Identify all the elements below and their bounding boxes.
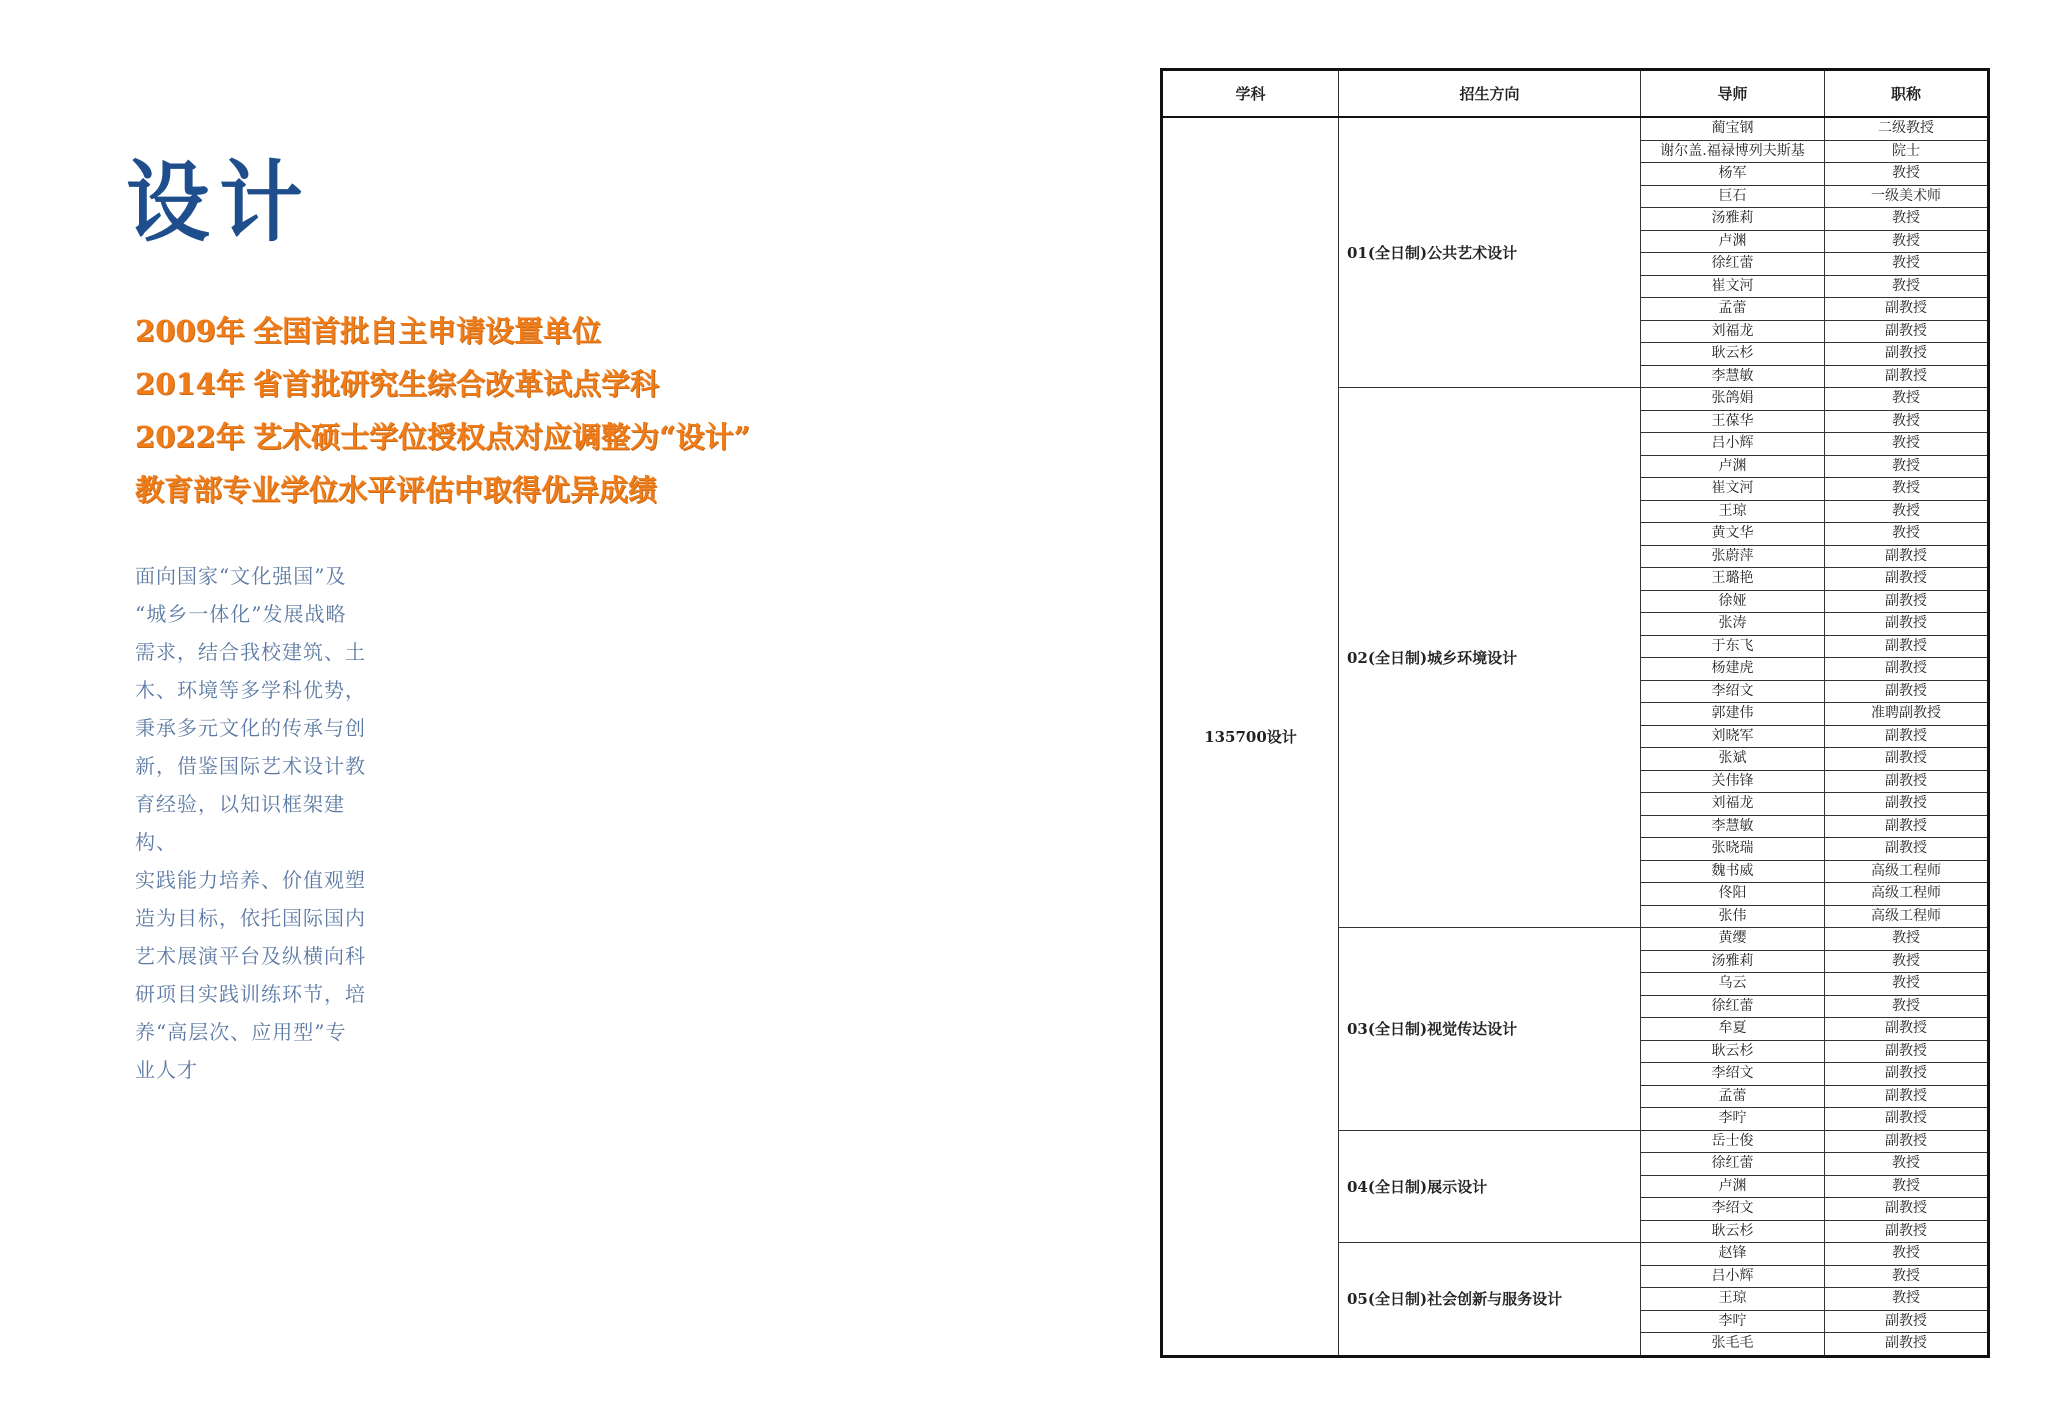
mentor-title-cell: 教授 [1825, 1265, 1989, 1288]
page-title: 设计 [126, 150, 313, 254]
milestone-year: 2014年 [135, 367, 245, 401]
header-title: 职称 [1825, 70, 1989, 118]
mentor-title-cell: 高级工程师 [1825, 883, 1989, 906]
mentor-name-cell: 吕小辉 [1641, 1265, 1825, 1288]
mentor-title-cell: 副教授 [1825, 838, 1989, 861]
mentor-title-cell: 副教授 [1825, 613, 1989, 636]
mentor-name-cell: 谢尔盖.福禄博列夫斯基 [1641, 140, 1825, 163]
mentor-title-cell: 教授 [1825, 163, 1989, 186]
mentor-name-cell: 徐娅 [1641, 590, 1825, 613]
mentor-title-cell: 教授 [1825, 1153, 1989, 1176]
table-header-row [1162, 70, 1989, 118]
mentor-name-cell: 李慧敏 [1641, 365, 1825, 388]
mentor-title-cell: 教授 [1825, 973, 1989, 996]
mentor-title-cell: 副教授 [1825, 1063, 1989, 1086]
mentor-name-cell: 崔文河 [1641, 275, 1825, 298]
mentor-name-cell: 耿云杉 [1641, 1220, 1825, 1243]
mentor-name-cell: 李绍文 [1641, 680, 1825, 703]
mentor-title-cell: 副教授 [1825, 1108, 1989, 1131]
direction-cell: 01(全日制)公共艺术设计 [1339, 117, 1641, 388]
mentor-name-cell: 巨石 [1641, 185, 1825, 208]
mentor-title-cell: 院士 [1825, 140, 1989, 163]
mentor-title-cell: 副教授 [1825, 1130, 1989, 1153]
mentor-title-cell: 副教授 [1825, 725, 1989, 748]
mentor-name-cell: 李绍文 [1641, 1063, 1825, 1086]
description-line: 研项目实践训练环节，培 [135, 982, 366, 1006]
mentor-name-cell: 王琼 [1641, 1288, 1825, 1311]
milestone-text: 艺术硕士学位授权点对应调整为“设计” [253, 420, 751, 454]
mentor-title-cell: 副教授 [1825, 748, 1989, 771]
mentor-name-cell: 乌云 [1641, 973, 1825, 996]
mentor-name-cell: 郭建伟 [1641, 703, 1825, 726]
mentor-name-cell: 刘晓军 [1641, 725, 1825, 748]
mentor-name-cell: 吕小辉 [1641, 433, 1825, 456]
mentor-name-cell: 王璐艳 [1641, 568, 1825, 591]
mentor-title-cell: 副教授 [1825, 680, 1989, 703]
milestone-text: 教育部专业学位水平评估中取得优异成绩 [135, 473, 658, 507]
mentor-title-cell: 副教授 [1825, 1018, 1989, 1041]
mentor-title-cell: 教授 [1825, 928, 1989, 951]
mentor-title-cell: 副教授 [1825, 658, 1989, 681]
direction-cell: 03(全日制)视觉传达设计 [1339, 928, 1641, 1131]
mentor-name-cell: 王琼 [1641, 500, 1825, 523]
mentor-name-cell: 张斌 [1641, 748, 1825, 771]
mentor-name-cell: 张毛毛 [1641, 1333, 1825, 1357]
milestone-item [135, 358, 750, 411]
milestone-text: 全国首批自主申请设置单位 [253, 314, 602, 348]
header-direction: 招生方向 [1339, 70, 1641, 118]
mentor-name-cell: 徐红蕾 [1641, 253, 1825, 276]
mentor-name-cell: 张晓瑞 [1641, 838, 1825, 861]
mentor-name-cell: 耿云杉 [1641, 343, 1825, 366]
mentor-name-cell: 孟蕾 [1641, 298, 1825, 321]
mentor-name-cell: 佟阳 [1641, 883, 1825, 906]
mentor-name-cell: 汤雅莉 [1641, 950, 1825, 973]
mentor-title-cell: 副教授 [1825, 298, 1989, 321]
mentor-name-cell: 黄缨 [1641, 928, 1825, 951]
mentor-name-cell: 张伟 [1641, 905, 1825, 928]
mentor-title-cell: 教授 [1825, 1175, 1989, 1198]
mentor-name-cell: 刘福龙 [1641, 320, 1825, 343]
mentor-name-cell: 于东飞 [1641, 635, 1825, 658]
table-body [1162, 117, 1989, 1356]
milestone-text: 省首批研究生综合改革试点学科 [253, 367, 660, 401]
mentor-title-cell: 教授 [1825, 523, 1989, 546]
mentor-title-cell: 副教授 [1825, 568, 1989, 591]
mentor-title-cell: 副教授 [1825, 1040, 1989, 1063]
mentor-title-cell: 一级美术师 [1825, 185, 1989, 208]
mentor-name-cell: 李咛 [1641, 1108, 1825, 1131]
mentor-name-cell: 卢渊 [1641, 230, 1825, 253]
description-line: 育经验，以知识框架建构、 [135, 792, 345, 854]
mentor-title-cell: 副教授 [1825, 815, 1989, 838]
description-line: 养“高层次、应用型”专 [135, 1020, 347, 1044]
mentor-title-cell: 副教授 [1825, 320, 1989, 343]
mentor-name-cell: 李绍文 [1641, 1198, 1825, 1221]
mentor-title-cell: 副教授 [1825, 365, 1989, 388]
mentor-title-cell: 教授 [1825, 230, 1989, 253]
mentor-name-cell: 赵锋 [1641, 1243, 1825, 1266]
mentor-title-cell: 教授 [1825, 500, 1989, 523]
mentor-name-cell: 耿云杉 [1641, 1040, 1825, 1063]
mentor-title-cell: 副教授 [1825, 793, 1989, 816]
mentor-title-cell: 教授 [1825, 1243, 1989, 1266]
mentor-name-cell: 黄文华 [1641, 523, 1825, 546]
mentor-name-cell: 魏书威 [1641, 860, 1825, 883]
milestone-year: 2022年 [135, 420, 245, 454]
mentor-title-cell: 准聘副教授 [1825, 703, 1989, 726]
mentor-title-cell: 副教授 [1825, 343, 1989, 366]
milestone-item [135, 464, 750, 517]
mentor-title-cell: 副教授 [1825, 1085, 1989, 1108]
mentor-name-cell: 刘福龙 [1641, 793, 1825, 816]
mentor-title-cell: 副教授 [1825, 1198, 1989, 1221]
description-line: 秉承多元文化的传承与创 [135, 716, 366, 740]
description-line: “城乡一体化”发展战略 [135, 602, 347, 626]
mentor-name-cell: 汤雅莉 [1641, 208, 1825, 231]
mentor-name-cell: 卢渊 [1641, 455, 1825, 478]
subject-cell: 135700设计 [1162, 117, 1339, 1356]
description-line: 木、环境等多学科优势， [135, 678, 366, 702]
description-line: 造为目标，依托国际国内 [135, 906, 366, 930]
mentor-name-cell: 蔺宝钢 [1641, 117, 1825, 140]
mentor-name-cell: 李慧敏 [1641, 815, 1825, 838]
mentor-title-cell: 副教授 [1825, 545, 1989, 568]
program-description [135, 557, 385, 1089]
mentor-title-cell: 高级工程师 [1825, 905, 1989, 928]
mentor-name-cell: 孟蕾 [1641, 1085, 1825, 1108]
mentor-name-cell: 张蔚萍 [1641, 545, 1825, 568]
mentor-title-cell: 教授 [1825, 478, 1989, 501]
mentor-title-cell: 教授 [1825, 455, 1989, 478]
mentor-name-cell: 杨军 [1641, 163, 1825, 186]
header-subject: 学科 [1162, 70, 1339, 118]
direction-cell: 02(全日制)城乡环境设计 [1339, 388, 1641, 928]
mentor-title-cell: 二级教授 [1825, 117, 1989, 140]
milestone-item [135, 411, 750, 464]
mentor-name-cell: 徐红蕾 [1641, 995, 1825, 1018]
mentor-title-cell: 高级工程师 [1825, 860, 1989, 883]
mentor-title-cell: 教授 [1825, 410, 1989, 433]
mentor-name-cell: 张鸽娟 [1641, 388, 1825, 411]
mentor-title-cell: 副教授 [1825, 1333, 1989, 1357]
header-mentor: 导师 [1641, 70, 1825, 118]
milestone-item [135, 305, 750, 358]
mentor-title-cell: 教授 [1825, 950, 1989, 973]
mentor-table-wrapper [1160, 68, 1990, 1358]
table-row [1162, 117, 1989, 140]
mentor-title-cell: 教授 [1825, 275, 1989, 298]
mentor-name-cell: 王葆华 [1641, 410, 1825, 433]
mentor-name-cell: 卢渊 [1641, 1175, 1825, 1198]
description-line: 面向国家“文化强国”及 [135, 564, 347, 588]
mentor-title-cell: 副教授 [1825, 590, 1989, 613]
mentor-title-cell: 教授 [1825, 433, 1989, 456]
mentor-title-cell: 教授 [1825, 253, 1989, 276]
milestone-year: 2009年 [135, 314, 245, 348]
mentor-name-cell: 牟夏 [1641, 1018, 1825, 1041]
mentor-title-cell: 副教授 [1825, 1220, 1989, 1243]
description-line: 业人才 [135, 1058, 198, 1082]
description-line: 需求，结合我校建筑、土 [135, 640, 366, 664]
mentor-name-cell: 崔文河 [1641, 478, 1825, 501]
mentor-title-cell: 教授 [1825, 388, 1989, 411]
mentor-name-cell: 张涛 [1641, 613, 1825, 636]
mentor-title-cell: 副教授 [1825, 770, 1989, 793]
mentor-title-cell: 副教授 [1825, 1310, 1989, 1333]
mentor-name-cell: 李咛 [1641, 1310, 1825, 1333]
mentor-title-cell: 教授 [1825, 1288, 1989, 1311]
direction-cell: 04(全日制)展示设计 [1339, 1130, 1641, 1243]
description-line: 实践能力培养、价值观塑 [135, 868, 366, 892]
mentor-name-cell: 岳士俊 [1641, 1130, 1825, 1153]
mentor-title-cell: 副教授 [1825, 635, 1989, 658]
direction-cell: 05(全日制)社会创新与服务设计 [1339, 1243, 1641, 1357]
description-line: 新，借鉴国际艺术设计教 [135, 754, 366, 778]
mentor-title-cell: 教授 [1825, 995, 1989, 1018]
mentor-title-cell: 教授 [1825, 208, 1989, 231]
mentor-name-cell: 关伟锋 [1641, 770, 1825, 793]
description-line: 艺术展演平台及纵横向科 [135, 944, 366, 968]
milestones-list [135, 305, 750, 517]
mentor-name-cell: 杨建虎 [1641, 658, 1825, 681]
mentor-name-cell: 徐红蕾 [1641, 1153, 1825, 1176]
mentor-table [1160, 68, 1990, 1358]
